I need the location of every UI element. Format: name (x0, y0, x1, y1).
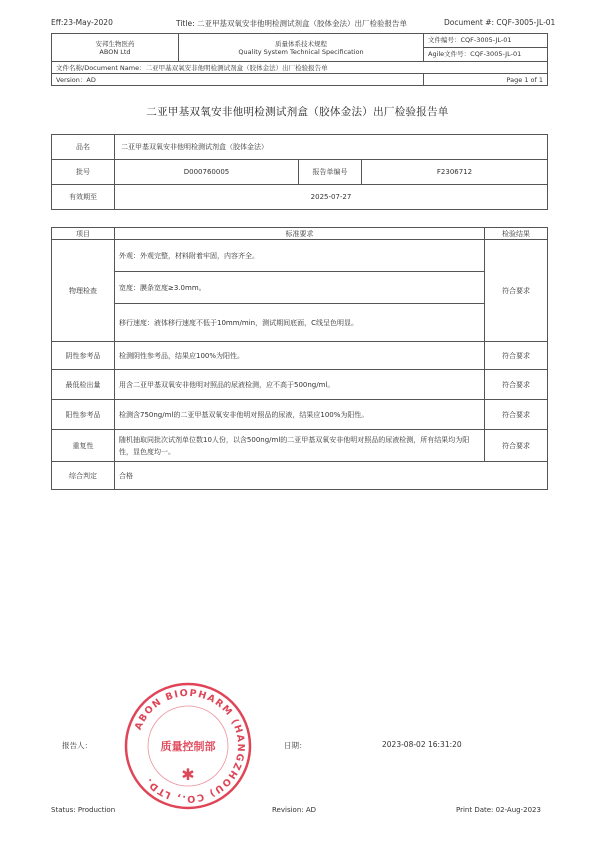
col-item-header: 项目 (52, 228, 115, 240)
row-result: 符合要求 (485, 430, 548, 462)
doc-name-cell: 文件名称/Document Name：二亚甲基双氧安非他明检测试剂盒（胶体金法）出厂检验报告单 (52, 62, 548, 74)
company-name-en: ABON Ltd (99, 48, 131, 56)
row-label: 重复性 (52, 430, 115, 462)
date-label: 日期： (284, 741, 307, 750)
table-row (52, 370, 548, 400)
dept-name-en: Quality System Technical Specification (238, 48, 364, 56)
svg-text:质量控制部: 质量控制部 (160, 740, 216, 753)
product-value: 二亚甲基双氧安非他明检测试剂盒（胶体金法） (115, 135, 548, 160)
document-number: Document #: CQF-3005-JL-01 (444, 18, 556, 27)
row-result: 符合要求 (485, 342, 548, 370)
physical-check-result: 符合要求 (485, 240, 548, 342)
doc-number-cell (424, 34, 548, 62)
physical-req-appearance: 外观：外观完整，材料附着牢固，内容齐全。 (115, 240, 485, 272)
svg-text:ABON BIOPHARM (HANGZHOU) CO.,: ABON BIOPHARM (HANGZHOU) CO., LTD. (132, 687, 247, 805)
agile-number-label: Agile文件号：CQF-3005-JL-01 (428, 50, 522, 58)
batch-label: 批号 (52, 160, 115, 185)
company-cell (52, 34, 179, 62)
row-requirement: 用含二亚甲基双氧安非他明对照品的尿液检测，应不高于500ng/ml。 (115, 370, 485, 400)
physical-req-speed: 移行速度：液体移行速度不低于10mm/min，测试期间底面，C线呈色明显。 (115, 304, 485, 342)
report-title: 二亚甲基双氧安非他明检测试剂盒（胶体金法）出厂检验报告单 (146, 106, 449, 118)
doc-number-label: 文件编号：CQF-3005-JL-01 (424, 34, 547, 48)
reporter-label: 报告人： (62, 741, 92, 750)
report-no-label: 报告单编号 (299, 160, 362, 185)
row-label: 阳性参考品 (52, 400, 115, 430)
col-standard-header: 标准要求 (115, 228, 485, 240)
svg-text:✱: ✱ (181, 765, 195, 784)
report-no-value: F2306712 (362, 160, 548, 185)
table-row (52, 400, 548, 430)
dept-name-cn: 质量体系技术规程 (275, 40, 327, 48)
print-date-text: Print Date: 02-Aug-2023 (456, 806, 541, 814)
doc-header-table (51, 33, 548, 86)
row-requirement: 检测含750ng/ml的二亚甲基双氧安非他明对照品的尿液，结果应100%为阳性。 (115, 400, 485, 430)
col-result-header: 检验结果 (485, 228, 548, 240)
table-row (52, 430, 548, 462)
physical-check-label: 物理检查 (52, 240, 115, 342)
batch-value: D000760005 (115, 160, 299, 185)
expiry-value: 2025-07-27 (115, 185, 548, 210)
row-result: 符合要求 (485, 400, 548, 430)
conclusion-value: 合格 (115, 462, 548, 490)
revision-text: Revision: AD (272, 806, 317, 814)
page-number: Page 1 of 1 (506, 75, 543, 84)
version-cell: Version：AD (52, 74, 424, 86)
physical-req-width: 宽度：膜条宽度≥3.0mm。 (115, 272, 485, 304)
expiry-label: 有效期至 (52, 185, 115, 210)
row-result: 符合要求 (485, 370, 548, 400)
row-label: 阴性参考品 (52, 342, 115, 370)
effective-date: Eff:23-May-2020 (51, 18, 113, 27)
doc-title-line: Title: 二亚甲基双氧安非他明检测试剂盒（胶体金法）出厂检验报告单 (176, 19, 407, 28)
product-label: 品名 (52, 135, 115, 160)
conclusion-label: 综合判定 (52, 462, 115, 490)
company-name-cn: 安邦生物医药 (95, 40, 135, 48)
row-requirement: 检测阴性参考品，结果应100%为阳性。 (115, 342, 485, 370)
row-label: 最低检出量 (52, 370, 115, 400)
row-requirement: 随机抽取同批次试剂单位数10人份，以含500ng/ml的二亚甲基双氧安非他明对照品的尿液检测，所有结果均为阳性，显色度均一。 (115, 430, 485, 462)
inspection-table (51, 227, 548, 490)
info-table (51, 134, 548, 210)
page-cell (424, 74, 548, 86)
company-seal-stamp (122, 680, 254, 812)
status-text: Status: Production (51, 806, 116, 814)
table-row (52, 342, 548, 370)
dept-cell (179, 34, 424, 62)
report-date: 2023-08-02 16:31:20 (382, 740, 462, 749)
